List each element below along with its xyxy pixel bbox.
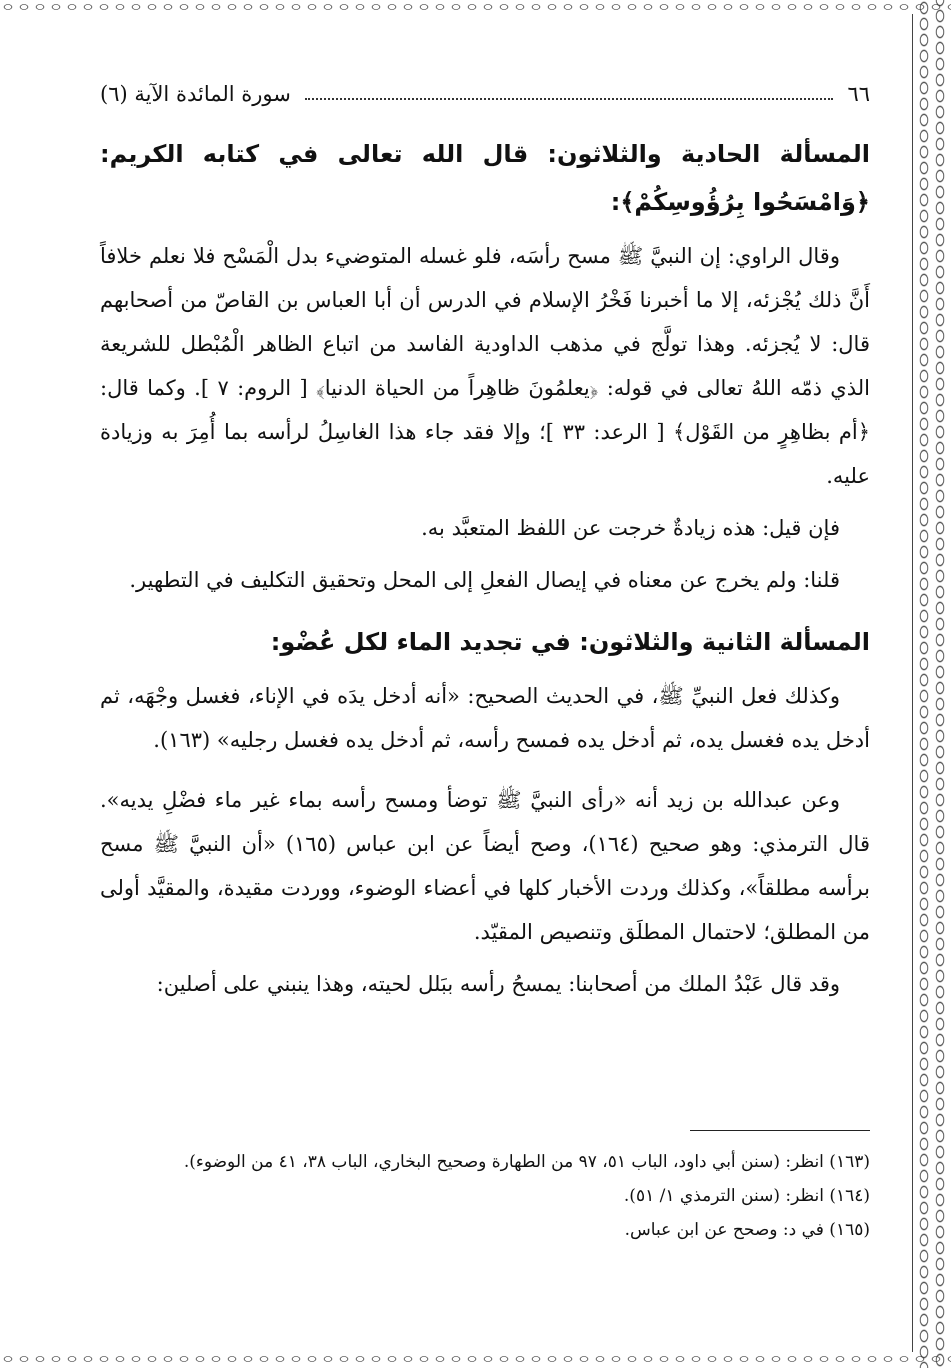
running-title: سورة المائدة الآية (٦) (100, 82, 291, 106)
footnotes (140, 1145, 870, 1247)
section-heading-31: المسألة الحادية والثلاثون: قال الله تعالى في كتابه الكريم: ﴿وَامْسَحُوا بِرُؤُوسِكُمْ﴾: (100, 140, 870, 216)
paragraph: قلنا: ولم يخرج عن معناه في إيصال الفعلِ إلى المحل وتحقيق التكليف في التطهير. (129, 568, 840, 592)
footnote: (١٦٥) في د: وصحح عن ابن عباس. (624, 1220, 870, 1240)
header-dot-leader (305, 88, 834, 100)
section-heading-32: المسألة الثانية والثلاثون: في تجديد الماء لكل عُضْو: (270, 628, 870, 656)
decorative-border-right (915, 0, 951, 1368)
running-header (100, 74, 870, 114)
border-rule (912, 14, 913, 1352)
decorative-border-top (0, 0, 951, 14)
page-number: ٦٦ (847, 82, 870, 106)
paragraph: فإن قيل: هذه زيادةٌ خرجت عن اللفظ المتعبَّد به. (421, 516, 840, 540)
paragraph: وعن عبدالله بن زيد أنه «رأى النبيَّ ﷺ توضأ ومسح رأسه بماء غير ماء فضْلِ يديه». قال الترمذي: وهو صحيح (١٦٤)، وصح أيضاً عن ابن عباس (١٦٥) «أن النبيَّ ﷺ مسح برأسه مطلقاً»، وكذلك وردت الأخبار كلها في أعضاء الوضوء، ووردت مقيدة، والمقيَّد أولى من المطلق؛ لاحتمال المطلَق وتنصيص المقيّد. (100, 788, 870, 944)
decorative-border-bottom (0, 1352, 951, 1366)
footnote: (١٦٤) انظر: (سنن الترمذي ١/ ٥١). (623, 1186, 870, 1206)
footnote: (١٦٣) انظر: (سنن أبي داود، الباب ٥١، ٩٧ من الطهارة وصحيح البخاري، الباب ٣٨، ٤١ من الوضوء). (183, 1152, 870, 1172)
paragraph: وكذلك فعل النبيِّ ﷺ، في الحديث الصحيح: «أنه أدخل يدَه في الإناء، فغسل وجْهَه، ثم أدخل يده فغسل يده، ثم أدخل يده فمسح رأسه، ثم أدخل يده فغسل رجليه» (١٦٣). (100, 684, 870, 752)
paragraph: وقد قال عَبْدُ الملك من أصحابنا: يمسحُ رأسه ببَلل لحيته، وهذا ينبني على أصلين: (156, 972, 840, 996)
page-body (100, 60, 870, 1006)
footnote-separator (690, 1130, 870, 1131)
paragraph: وقال الراوي: إن النبيَّ ﷺ مسح رأسَه، فلو غسله المتوضيء بدل الْمَسْح فلا نعلم خلافاً أَنَّ ذلك يُجْزئه، إلا ما أخبرنا فَخْرُ الإسلام في الدرس أن أبا العباس بن القاصّ من أصحابهم قال: لا يُجزئه. وهذا تولَّج في مذهب الداودية الفاسد من اتباع الظاهر الْمُبْطل للشريعة الذي ذمّه اللهُ تعالى في قوله: ﴿يعلمُونَ ظاهِراً من الحياة الدنيا﴾ [ الروم: ٧ ]. وكما قال: ﴿أم بظاهِرٍ من القَوْل﴾ [ الرعد: ٣٣ ]؛ وإلا فقد جاء هذا الغاسِلُ لرأسه بما أُمِرَ به وزيادة عليه. (100, 244, 871, 488)
